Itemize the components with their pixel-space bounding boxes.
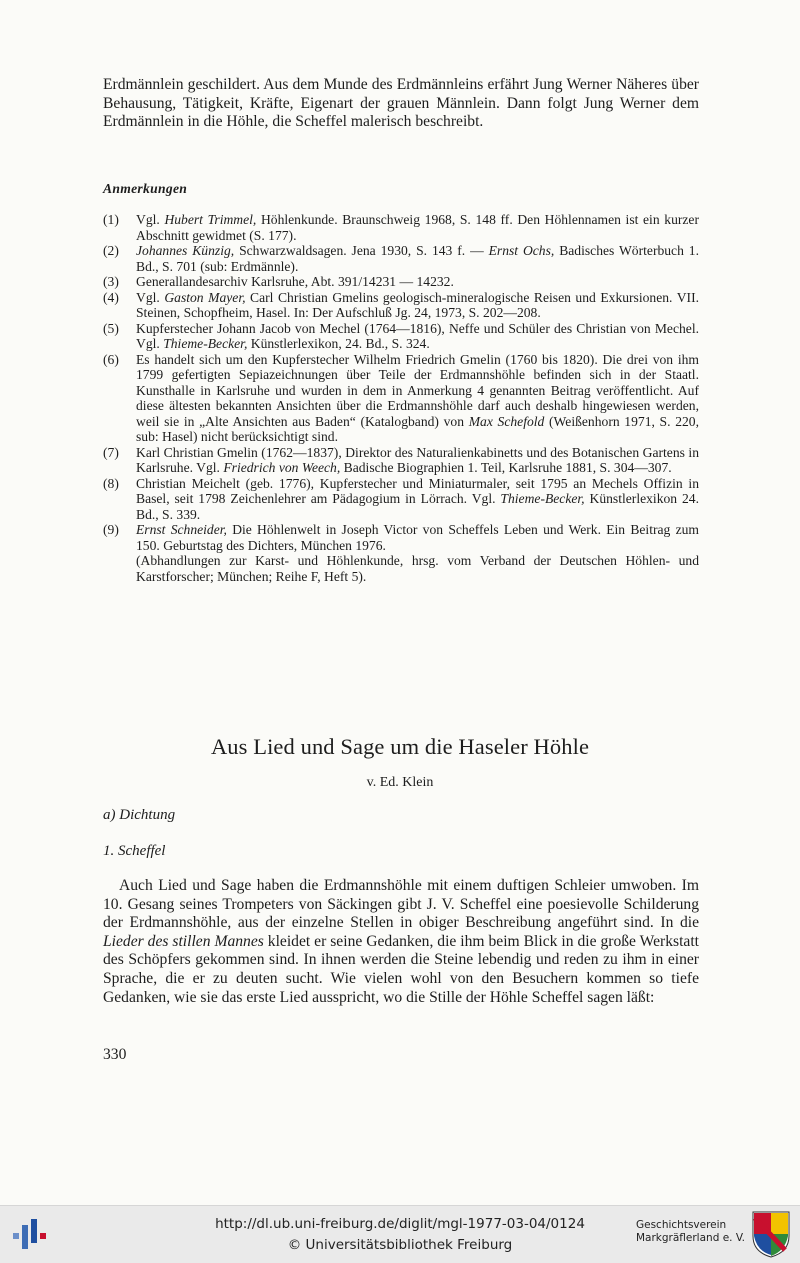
cited-author: Thieme-Becker, — [163, 336, 248, 351]
note-number: (5) — [103, 320, 119, 336]
org-name-line1: Geschichtsverein — [635, 1219, 727, 1231]
note-number: (7) — [103, 444, 119, 460]
footer-url-link[interactable]: http://dl.ub.uni-freiburg.de/diglit/mgl-1977-03-04/0124 — [215, 1216, 585, 1232]
footer-organization[interactable] — [636, 1219, 745, 1245]
note-number: (1) — [103, 212, 119, 227]
cited-author: Hubert Trimmel, — [164, 212, 257, 227]
cited-author: Johannes Künzig, — [136, 243, 235, 258]
note-number: (6) — [103, 351, 119, 367]
note-9: (9) Ernst Schneider, Die Höhlenwelt in Joseph Victor von Scheffels Leben und Werk. Ein Beitrag zum 150. Geburtstag des Dichters, München 1976. — [103, 522, 699, 553]
note-9-series: (Abhandlungen zur Karst- und Höhlenkunde, hrsg. vom Verband der Deutschen Höhlen- und Karstforscher; München; Reihe F, Heft 5). — [136, 553, 699, 584]
intro-paragraph: Erdmännlein geschildert. Aus dem Munde des Erdmännleins erfährt Jung Werner Näheres über Behausung, Tätigkeit, Kräfte, Eigenart der grauen Männlein. Dann folgt Jung Werner dem Erdmännlein in die Höhle, die Scheffel malerisch beschreibt. — [103, 76, 699, 131]
note-5: (5) Kupferstecher Johann Jacob von Mechel (1764—1816), Neffe und Schüler des Christian von Mechel. Vgl. Thieme-Becker, Künstlerlexikon, 24. Bd., S. 324. — [103, 320, 699, 351]
notes-heading: Anmerkungen — [103, 181, 188, 196]
article-author: v. Ed. Klein — [366, 775, 434, 790]
subsection-heading-scheffel: 1. Scheffel — [103, 843, 166, 859]
note-7: (7) Karl Christian Gmelin (1762—1837), Direktor des Naturalienkabinetts und des Botanischen Gartens in Karlsruhe. Vgl. Friedrich von Weech, Badische Biographien 1. Teil, Karlsruhe 1881, S. 304—307. — [103, 444, 699, 475]
cited-author: Max Schefold — [468, 413, 545, 429]
note-8: (8) Christian Meichelt (geb. 1776), Kupferstecher und Miniaturmaler, seit 1795 an Mechels Offizin in Basel, seit 1798 Zeichenlehrer am Pädagogium in Lörrach. Vgl. Thieme-Becker, Künstlerlexikon 24. Bd., S. 339. — [103, 475, 699, 522]
note-1: (1) Vgl. Hubert Trimmel, Höhlenkunde. Braunschweig 1968, S. 148 ff. Den Höhlennamen ist ein kurzer Abschnitt gewidmet (S. 177). — [103, 212, 699, 243]
note-number: (3) — [103, 274, 119, 289]
cited-author: Friedrich von Weech, — [223, 460, 341, 475]
note-number: (9) — [103, 522, 119, 537]
body-paragraph: Auch Lied und Sage haben die Erdmannshöhle mit einem duftigen Schleier umwoben. Im 10. Gesang seines Trompeters von Säckingen gibt J. V. Scheffel eine poesievolle Schilderung der Erdmannshöhle, aus der einzelne Stellen in obiger Beschreibung angeführt sind. In die Lieder des stillen Mannes kleidet er seine Gedanken, die ihm beim Blick in die große Werkstatt des Schöpfers gekommen sind. In ihnen werden die Steine lebendig und reden zu ihm in einer Sprache, die er zu deuten sucht. Wie vielen wohl von den Besuchern kommen so tiefe Gedanken, wie sie das erste Lied ausspricht, wo die Stille der Höhle Scheffel sagen läßt: — [103, 877, 699, 1006]
cited-author: Ernst Ochs, — [488, 243, 555, 258]
footer-copyright: © Universitätsbibliothek Freiburg — [287, 1237, 513, 1253]
note-number: (2) — [103, 243, 119, 258]
work-title: Lieder des stillen Mannes — [103, 932, 264, 950]
org-name-line2: Markgräflerland e. V. — [635, 1232, 745, 1244]
cited-author: Ernst Schneider, — [136, 522, 227, 537]
coat-of-arms-icon[interactable] — [751, 1210, 791, 1259]
section-heading-dichtung: a) Dichtung — [103, 807, 176, 823]
note-6: (6) Es handelt sich um den Kupferstecher Wilhelm Friedrich Gmelin (1760 bis 1820). Die drei von ihm 1799 gefertigten Sepiazeichnungen über Teile der Erdmannshöhle befinden sich in der Staatl. Kunsthalle in Karlsruhe und wurden in dem in Anmerkung 4 genannten Beitrag veröffentlicht. Auf diese ältesten bekannten Ansichten über die Erdmannshöhle darf auch deshalb hingewiesen werden, weil sie in „Alte Ansichten aus Baden“ (Katalogband) von Max Schefold (Weißenhorn 1971, S. 220, sub: Hasel) nicht berücksichtigt sind. — [103, 351, 699, 444]
page-number: 330 — [103, 1046, 127, 1063]
notes-list — [103, 212, 699, 584]
note-3: (3) Generallandesarchiv Karlsruhe, Abt. 391/14231 — 14232. — [103, 274, 454, 289]
footer-bar — [0, 1205, 800, 1263]
note-2: (2) Johannes Künzig, Schwarzwaldsagen. Jena 1930, S. 143 f. — Ernst Ochs, Badisches Wörterbuch 1. Bd., S. 701 (sub: Erdmännle). — [103, 243, 699, 274]
article-title: Aus Lied und Sage um die Haseler Höhle — [210, 734, 590, 759]
note-4: (4) Vgl. Gaston Mayer, Carl Christian Gmelins geologisch-mineralogische Reisen und Exkursionen. VII. Steinen, Schopfheim, Hasel. In: Der Aufschluß Jg. 24, 1973, S. 202—208. — [103, 289, 699, 320]
cited-author: Thieme-Becker, — [500, 491, 585, 506]
note-number: (8) — [103, 475, 119, 491]
note-number: (4) — [103, 289, 119, 305]
cited-author: Gaston Mayer, — [164, 289, 246, 305]
